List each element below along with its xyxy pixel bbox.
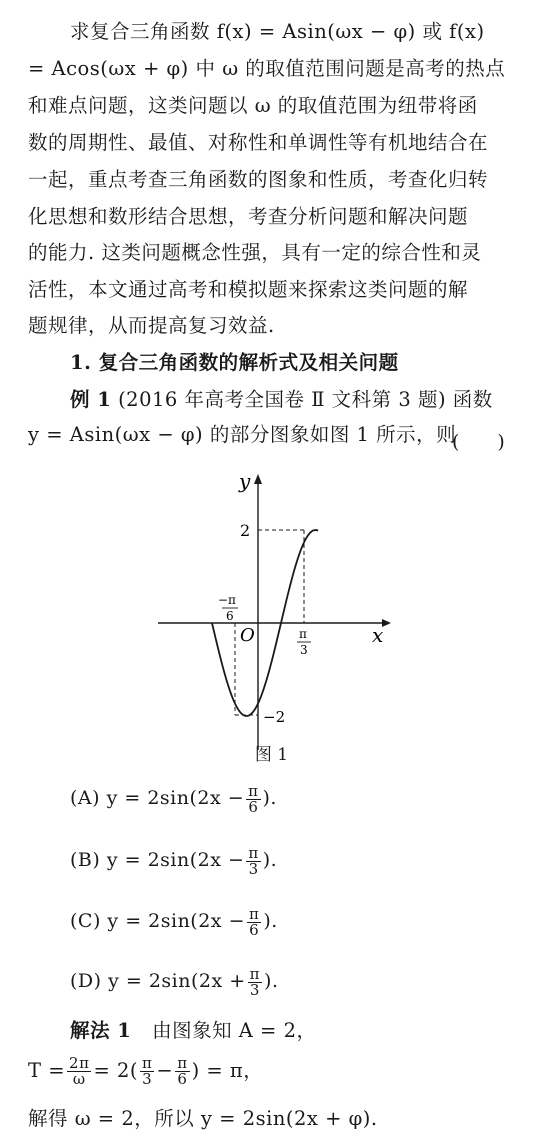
figure-caption: 图 1 xyxy=(254,745,289,765)
figure-graph xyxy=(0,460,543,760)
fraction-denominator: 6 xyxy=(177,1070,188,1088)
example-function: y = Asin(ωx − φ) 的部分图象如图 1 所示，则 xyxy=(28,423,457,446)
origin-label: O xyxy=(240,625,255,646)
solution-line-3: 解得 ω = 2，所以 y = 2sin(2x + φ). xyxy=(28,1107,378,1130)
solution-text: = 2( xyxy=(93,1059,139,1082)
option-c xyxy=(70,906,543,938)
fraction-denominator: 3 xyxy=(142,1070,153,1088)
fraction-numerator: π xyxy=(248,843,259,862)
fraction-numerator: 2π xyxy=(69,1054,90,1072)
option-letter: (D) xyxy=(70,970,102,992)
intro-line: 求复合三角函数 f(x) = Asin(ωx − φ) 或 f(x) xyxy=(70,20,485,43)
example-label: 例 1 xyxy=(70,388,112,411)
solution-text: − xyxy=(156,1059,174,1082)
solution-fraction xyxy=(67,1056,91,1087)
option-letter: (B) xyxy=(70,849,101,871)
option-a xyxy=(70,783,543,815)
solution-label: 解法 1 xyxy=(70,1019,132,1042)
x-axis-arrow xyxy=(382,619,391,627)
min-value-label: −2 xyxy=(263,708,286,726)
intro-line: 和难点问题，这类问题以 ω 的取值范围为纽带将函 xyxy=(28,94,478,117)
neg-tick-denominator: 6 xyxy=(226,609,234,623)
option-b xyxy=(70,845,543,877)
option-suffix: ). xyxy=(264,970,279,992)
intro-line: = Acos(ωx + φ) 中 ω 的取值范围问题是高考的热点 xyxy=(28,57,506,80)
neg-tick-numerator: −π xyxy=(218,593,236,607)
option-fraction xyxy=(248,964,262,999)
option-suffix: ). xyxy=(263,910,278,932)
option-prefix: y = 2sin(2x − xyxy=(107,910,245,932)
intro-line: 的能力. 这类问题概念性强，具有一定的综合性和灵 xyxy=(28,241,482,264)
max-value-label: 2 xyxy=(240,521,251,540)
option-fraction xyxy=(246,781,260,816)
fraction-denominator: ω xyxy=(72,1070,86,1088)
option-suffix: ). xyxy=(262,787,277,809)
y-axis-arrow xyxy=(254,474,262,484)
option-prefix: y = 2sin(2x − xyxy=(106,787,245,809)
option-d xyxy=(70,966,543,998)
solution-line-1 xyxy=(70,1016,522,1046)
option-prefix: y = 2sin(2x + xyxy=(108,970,246,992)
option-letter: (A) xyxy=(70,787,101,809)
section-heading: 1. 复合三角函数的解析式及相关问题 xyxy=(70,351,399,374)
intro-line: 数的周期性、最值、对称性和单调性等有机地结合在 xyxy=(28,131,489,154)
x-axis-label: x xyxy=(372,623,384,647)
option-prefix: y = 2sin(2x − xyxy=(106,849,245,871)
fraction-numerator: π xyxy=(249,964,261,983)
solution-line-2 xyxy=(28,1056,522,1087)
solution-text: ) = π， xyxy=(191,1059,264,1082)
example-source: (2016 年高考全国卷 Ⅱ 文科第 3 题) 函数 xyxy=(118,388,493,411)
fraction-denominator: 6 xyxy=(248,797,259,816)
fraction-numerator: π xyxy=(142,1054,153,1072)
solution-text: T = xyxy=(28,1059,66,1082)
intro-line: 活性，本文通过高考和模拟题来探索这类问题的解 xyxy=(28,278,469,301)
option-suffix: ). xyxy=(262,849,278,871)
solution-fraction xyxy=(140,1056,154,1087)
fraction-denominator: 3 xyxy=(249,980,260,999)
fraction-denominator: 6 xyxy=(249,920,260,939)
y-axis-label: y xyxy=(239,469,251,493)
option-letter: (C) xyxy=(70,910,101,932)
fraction-numerator: π xyxy=(248,781,259,800)
fraction-numerator: π xyxy=(248,904,260,923)
example-line xyxy=(70,385,522,415)
intro-line: 题规律，从而提高复习效益. xyxy=(28,314,275,337)
option-fraction xyxy=(246,843,260,878)
pos-tick-denominator: 3 xyxy=(300,643,308,657)
answer-parentheses: ( ) xyxy=(452,431,505,453)
intro-line: 化思想和数形结合思想，考查分析问题和解决问题 xyxy=(28,205,469,228)
solution-text: 由图象知 A = 2， xyxy=(152,1019,317,1042)
intro-line: 一起，重点考查三角函数的图象和性质，考查化归转 xyxy=(28,168,489,191)
solution-fraction xyxy=(175,1056,189,1087)
pos-tick-numerator: π xyxy=(299,627,307,641)
fraction-denominator: 3 xyxy=(248,859,259,878)
fraction-numerator: π xyxy=(177,1054,188,1072)
option-fraction xyxy=(247,904,261,939)
